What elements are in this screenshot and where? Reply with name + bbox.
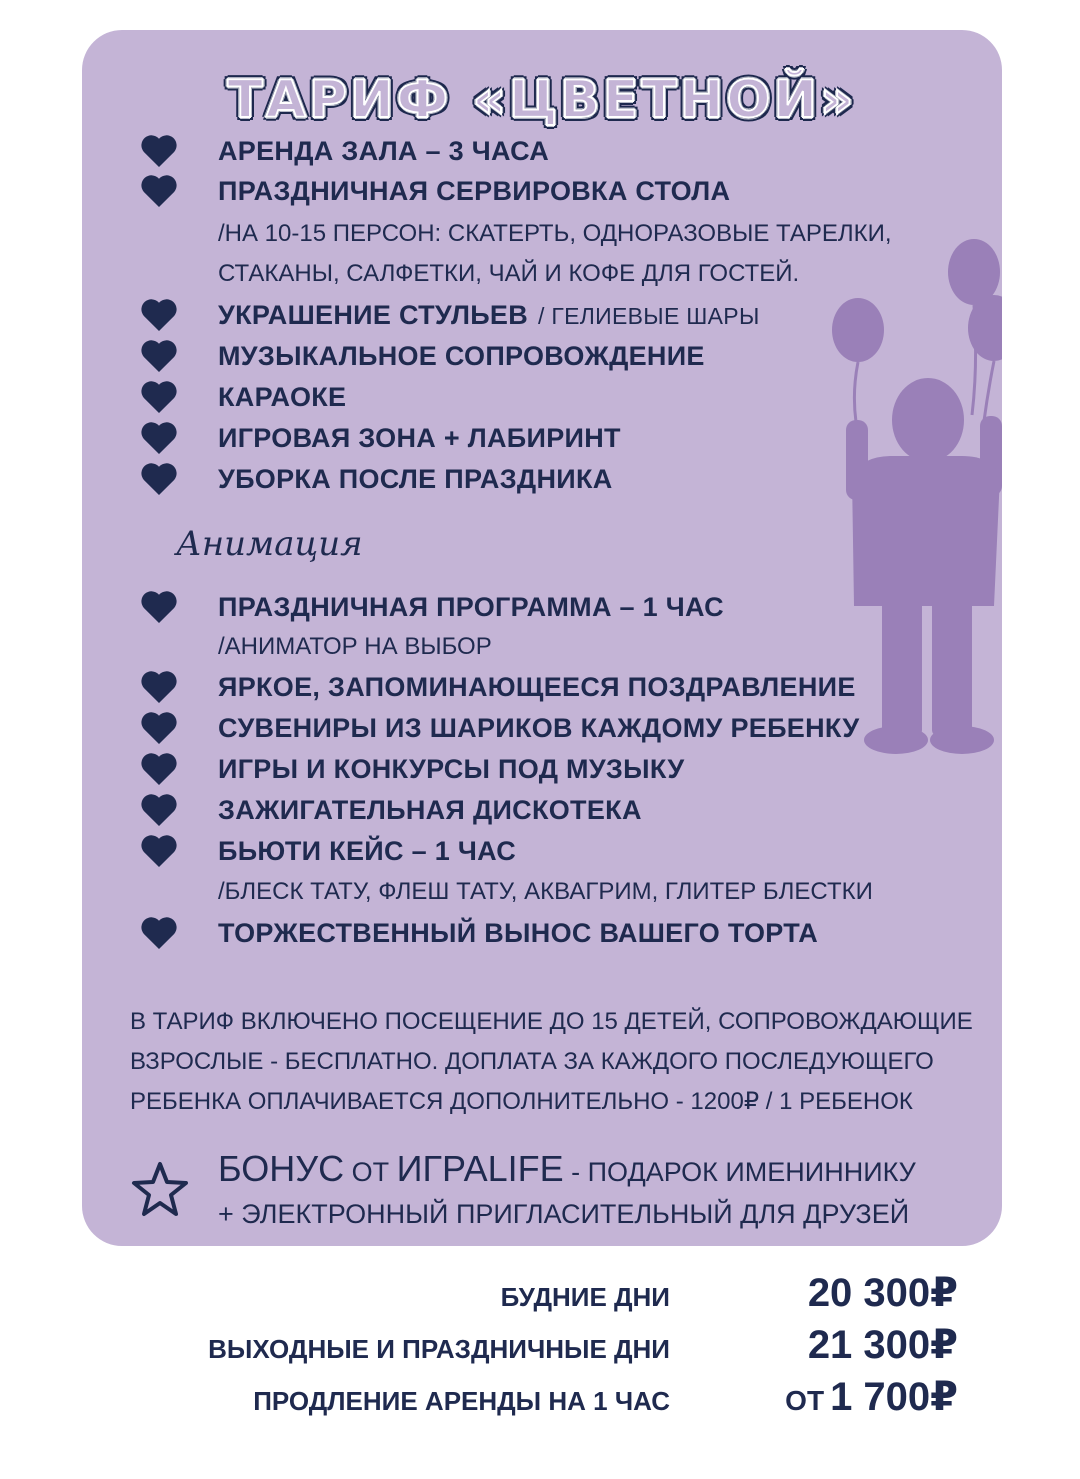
- heart-icon: [140, 590, 178, 624]
- item-label: АРЕНДА ЗАЛА – 3 ЧАСА: [218, 136, 550, 166]
- price-row: [82, 1270, 1002, 1324]
- bonus-line-2: + ЭЛЕКТРОННЫЙ ПРИГЛАСИТЕЛЬНЫЙ ДЛЯ ДРУЗЕЙ: [218, 1199, 910, 1229]
- item-label: КАРАОКЕ: [218, 382, 347, 412]
- price-value: 20 300₽: [807, 1271, 958, 1315]
- info-line: В ТАРИФ ВКЛЮЧЕНО ПОСЕЩЕНИЕ ДО 15 ДЕТЕЙ, СОПРОВОЖДАЮЩИЕ: [130, 1008, 973, 1035]
- heart-icon: [140, 711, 178, 745]
- star-icon: [130, 1160, 190, 1220]
- item-label: МУЗЫКАЛЬНОЕ СОПРОВОЖДЕНИЕ: [218, 341, 705, 371]
- price-panel: [82, 1262, 1002, 1442]
- heart-icon: [140, 421, 178, 455]
- heart-icon: [140, 462, 178, 496]
- price-value: 21 300₽: [807, 1323, 958, 1367]
- tariff-card: [82, 30, 1002, 1246]
- bonus-line-1: БОНУС ОТ ИГРАLIFE - ПОДАРОК ИМЕНИННИКУ: [218, 1148, 916, 1189]
- price-value: ОТ 1 700₽: [785, 1375, 958, 1419]
- price-label: ВЫХОДНЫЕ И ПРАЗДНИЧНЫЕ ДНИ: [208, 1334, 670, 1364]
- heart-icon: [140, 134, 178, 168]
- price-label: БУДНИЕ ДНИ: [500, 1282, 670, 1312]
- item-label: ПРАЗДНИЧНАЯ ПРОГРАММА – 1 ЧАС: [218, 592, 724, 622]
- item-label: ИГРОВАЯ ЗОНА + ЛАБИРИНТ: [218, 423, 621, 453]
- item-label: ТОРЖЕСТВЕННЫЙ ВЫНОС ВАШЕГО ТОРТА: [218, 918, 819, 948]
- tariff-title: ТАРИФ «ЦВЕТНОЙ»: [227, 70, 857, 130]
- heart-icon: [140, 174, 178, 208]
- tariff-info: [130, 1002, 990, 1122]
- item-label: ПРАЗДНИЧНАЯ СЕРВИРОВКА СТОЛА: [218, 176, 731, 206]
- heart-icon: [140, 339, 178, 373]
- beauty-detail: /БЛЕСК ТАТУ, ФЛЕШ ТАТУ, АКВАГРИМ, ГЛИТЕР БЛЕСТКИ: [218, 878, 873, 905]
- brand-name: ИГРАLIFE: [396, 1148, 564, 1189]
- info-line: РЕБЕНКА ОПЛАЧИВАЕТСЯ ДОПОЛНИТЕЛЬНО - 1200₽ / 1 РЕБЕНОК: [130, 1088, 913, 1115]
- table-setting-detail: /НА 10-15 ПЕРСОН: СКАТЕРТЬ, ОДНОРАЗОВЫЕ ТАРЕЛКИ,: [218, 220, 892, 247]
- heart-icon: [140, 834, 178, 868]
- heart-icon: [140, 670, 178, 704]
- item-label: ИГРЫ И КОНКУРСЫ ПОД МУЗЫКУ: [218, 754, 685, 784]
- item-note: / ГЕЛИЕВЫЕ ШАРЫ: [538, 303, 760, 329]
- item-label: СУВЕНИРЫ ИЗ ШАРИКОВ КАЖДОМУ РЕБЕНКУ: [218, 713, 860, 743]
- heart-icon: [140, 793, 178, 827]
- heart-icon: [140, 752, 178, 786]
- animation-section-title: Анимация: [176, 524, 363, 564]
- item-label: УКРАШЕНИЕ СТУЛЬЕВ / ГЕЛИЕВЫЕ ШАРЫ: [218, 300, 760, 330]
- info-line: ВЗРОСЛЫЕ - БЕСПЛАТНО. ДОПЛАТА ЗА КАЖДОГО ПОСЛЕДУЮЩЕГО: [130, 1048, 934, 1075]
- item-label: ЗАЖИГАТЕЛЬНАЯ ДИСКОТЕКА: [218, 795, 642, 825]
- heart-icon: [140, 916, 178, 950]
- price-label: ПРОДЛЕНИЕ АРЕНДЫ НА 1 ЧАС: [253, 1386, 670, 1416]
- price-row: [82, 1322, 1002, 1376]
- item-label: БЬЮТИ КЕЙС – 1 ЧАС: [218, 836, 517, 866]
- item-label: УБОРКА ПОСЛЕ ПРАЗДНИКА: [218, 464, 613, 494]
- heart-icon: [140, 298, 178, 332]
- price-row: [82, 1374, 1002, 1428]
- table-setting-detail: СТАКАНЫ, САЛФЕТКИ, ЧАЙ И КОФЕ ДЛЯ ГОСТЕЙ.: [218, 260, 800, 287]
- item-label: ЯРКОЕ, ЗАПОМИНАЮЩЕЕСЯ ПОЗДРАВЛЕНИЕ: [218, 672, 856, 702]
- bonus-text: [218, 1148, 998, 1235]
- heart-icon: [140, 380, 178, 414]
- program-detail: /АНИМАТОР НА ВЫБОР: [218, 633, 492, 660]
